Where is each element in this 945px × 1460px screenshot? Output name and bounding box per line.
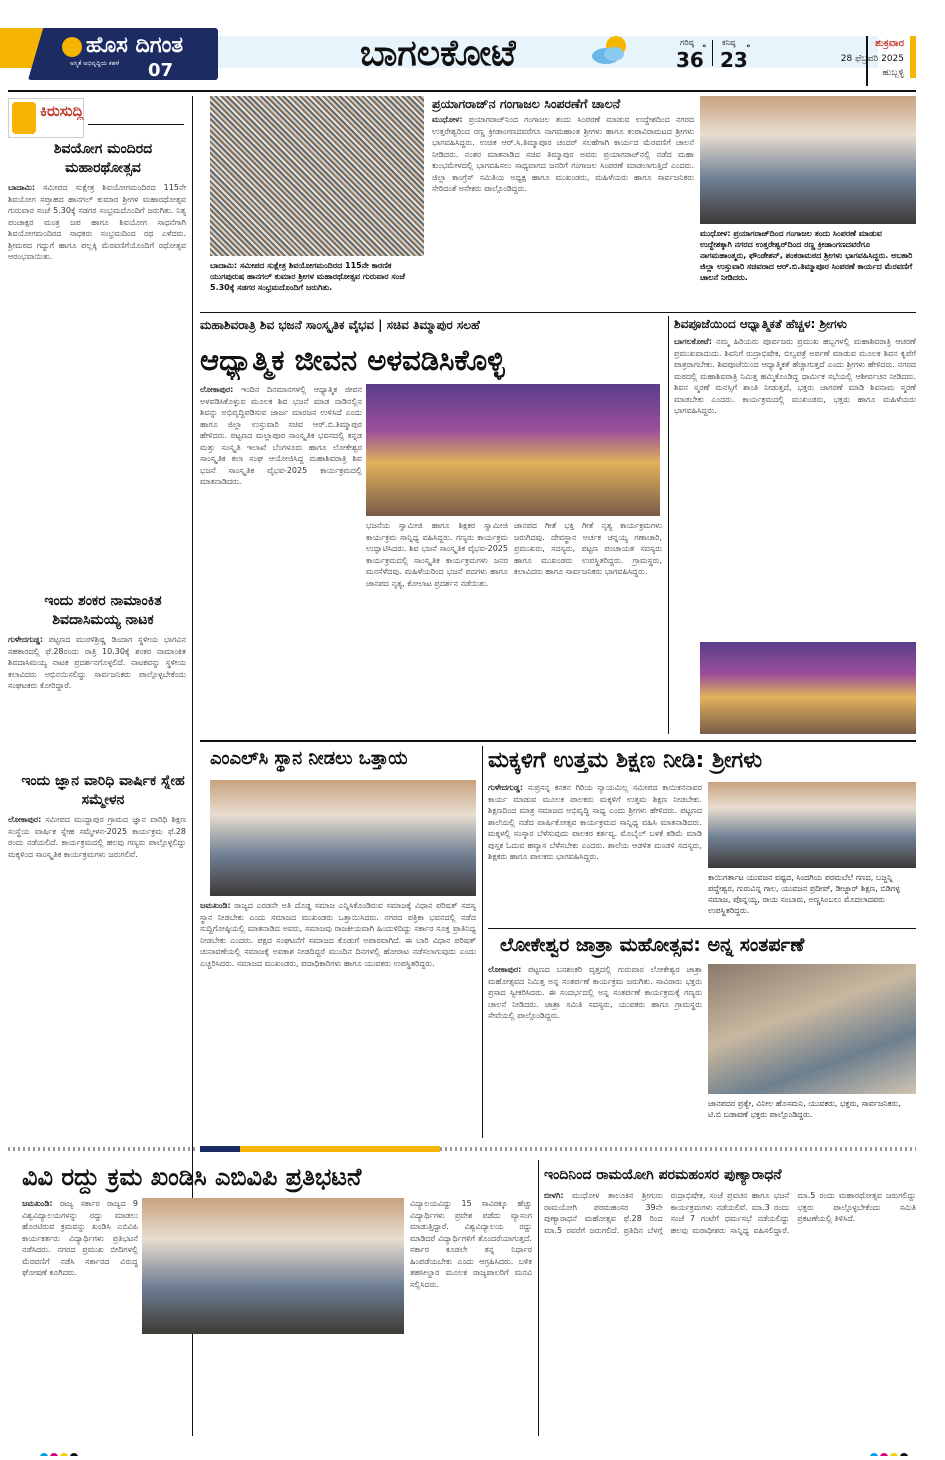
ramayogi-headline: ಇಂದಿನಿಂದ ರಾಮಯೋಗಿ ಪರಮಹಂಸರ ಪುಣ್ಯಾರಾಧನೆ — [544, 1167, 782, 1183]
masthead-center-band — [218, 36, 878, 68]
spiritual-right-divider — [668, 316, 669, 734]
sidebar-item3-body: ಸಮೀಪದ ಮುದ್ದಾಪುರ ಗ್ರಾಮದ ಜ್ಞಾನ ವಾರಿಧಿ ಶಿಕ್ಷಣ ಸಂಸ್ಥೆಯ ವಾರ್ಷಿಕ ಸ್ನೇಹ ಸಮ್ಮೇಳನ-2025 ಕಾರ್ಯಕ್ರಮ ಫೆ.28 ರಂದು ನಡೆಯಲಿದೆ. ಕಾರ್ಯಕ್ರಮದಲ್ಲಿ ಹಲವು ಗಣ್ಯರು ಪಾಲ್ಗೊಳ್ಳಲಿದ್ದು ಮಕ್ಕಳಿಂದ ಸಾಂಸ್ಕೃತಿಕ ಕಾರ್ಯಕ್ರಮಗಳು ಜರುಗಲಿವೆ. — [8, 815, 186, 859]
section-title: ಬಾಗಲಕೋಟೆ — [360, 33, 517, 74]
strip-blue-bar — [200, 1146, 240, 1152]
abvp-divider — [538, 1160, 539, 1436]
brand-name: ಹೊಸ ದಿಗಂತ — [86, 33, 184, 58]
gangajal-body: ಪ್ರಯಾಗರಾಜ್‌ನಿಂದ ಗಂಗಾಜಲ ತಂದು ಸಿಂಪರಣೆ ಮಾಡುವ ಉದ್ದೇಶದಿಂದ ನಗರದ ಉತ್ತರೇಶ್ವರಿಂದ ರಣ್ಣ ಕ್ರೀಡಾಂಗಣದವರೆಗೂ ನಾಗಮಹಾಂತ ಶ್ರೀಗಳು ಹಾಗೂ ಕಂಠಾವಿರಾಮಟದ ಶ್ರೀಗಳು ಭಾಗವಹಿಸಿದ್ದರು. ಉಚಿತ ಆರ್.ಸಿ.ತಿಮ್ಮಾಪೂರ ಚಂದರ್ ಸಲಹೆಗಾಗಿ ಕಾರ್ಯದ ಮೆರವಣಿಗೆ ಚಾಲನೆ ನೀಡಿದರು. ನಂತರ ಮಾತನಾಡಿದ ಸಚಿವ ತಿಮ್ಮಾಪುರ ಅವರು ಪ್ರಯಾಗರಾಜ್‌ನಲ್ಲಿ ನಡೆದ ಮಹಾ ಕುಂಭಮೇಳದಲ್ಲಿ ಭಾಗವಹಿಸಲು ಸಾಧ್ಯವಾಗದ ಜನರಿಗೆ ಗಂಗಾಜಲ ಸಿಂಪರಣೆ ಮಾಡಲಾಗುತ್ತಿದೆ ಎಂದರು. ಜಿಲ್ಲಾ ಕಾಂಗ್ರೆಸ್ ಸಮಿತಿಯ ಅಧ್ಯಕ್ಷ ಹಾಗೂ ಮುಖಂಡರು, ಮಹಿಳೆಯರು ಹಾಗೂ ಸಾರ್ವಜನಿಕರು ಸೇರಿದಂತೆ ಅನೇಕರು ಪಾಲ್ಗೊಂಡಿದ್ದರು. — [432, 115, 694, 193]
mlc-photo — [210, 780, 476, 896]
gangajal-photo-caption-text: ಪ್ರಯಾಗರಾಜ್‌ದಿಂದ ಗಂಗಾಜಲ ತಂದು ಸಿಂಪರಣೆ ಮಾಡುವ ಉದ್ದೇಶಕ್ಕಾಗಿ ನಗರದ ಉತ್ತರೇಶ್ವರ್‌ದಿಂದ ರಣ್ಣ ಕ್ರೀಡಾಂಗಣದವರೆಗೂ ನಾಗಮಹಾಂತ್ಮರು, ಫೌಂಡೇಶನ್, ಶಂಕರಾಮಠದ ಶ್ರೀಗಳು ಭಾಗವಹಿಸಿದ್ದರು. ಅಬಕಾರಿ ಜಿಲ್ಲಾ ಉಸ್ತುವಾರಿ ಸಚಿವರಾದ ಆರ್.ಬಿ.ತಿಮ್ಮಾಪೂರ ಸಿಂಪರಣೆ ಕಾರ್ಯದ ಮೆರವಣಿಗೆ ಚಾಲನೆ ನೀಡಿದರು. — [700, 229, 913, 282]
page-number: 07 — [148, 60, 174, 81]
mlc-dateline: ಜಮಖಂಡಿ: — [200, 901, 231, 910]
spiritual-body-left: ಇಂದಿನ ದಿನಮಾನಗಳಲ್ಲಿ ಆಧ್ಯಾತ್ಮಿಕ ಜೀವನ ಅಳವಡಿಸಿಕೊಳ್ಳುವ ಮೂಲಕ ಶಿವ ಭಜನೆ ಮಾಡ ನಾಡಿನಲ್ಲಿನ ಶಿವನ್ನು ಅಭಿವೃದ್ಧಿಪಡಿಸುವ ಜಾರ್ಜ ಮಾರಜನ ಉಳಿಸಿದೆ ಎಂದು ಹಾಗೂ ಜಿಲ್ಲಾ ಉಸ್ತುವಾರಿ ಸಚಿವ ಆರ್.ಬಿ.ತಿಮ್ಮಾಪುರ ಹೇಳಿದರು. ಪಟ್ಟಣದ ಮಲ್ಲಾಪೂರ ಸಾಂಸ್ಕೃತಿಕ ಭವನದಲ್ಲಿ ಕನ್ನಡ ಮತ್ತು ಸಂಸ್ಕೃತಿ ಇಲಾಖೆ ಬೆಂಗಳೂರು ಹಾಗೂ ಲೋಕೇಶ್ವರ ಸಾಂಸ್ಕೃತಿಕ ಕಲಾ ಸಂಘ ಆಯೋಜಿಸಿದ್ದ ಮಹಾಶಿವರಾತ್ರಿ ಶಿವ ಭಜನೆ ಸಾಂಸ್ಕೃತಿಕ ವೈಭವ-2025 ಕಾರ್ಯಕ್ರಮದಲ್ಲಿ ಮಾತನಾಡಿದರು. — [200, 385, 362, 486]
rathotsava-caption-text: ಸಮೀಪದ ಸುಕ್ಷೇತ್ರ ಶಿವಯೋಗಮಂದಿರದ 115ನೇ ಕಾರಣಿಕ ಯುಗಪುರುಷ ಹಾನಗಲ್ ಕುಮಾರ ಶ್ರೀಗಳ ಮಹಾರಥೋತ್ಸವ ಗುರುವಾರ ಸಂಜೆ 5.30ಕ್ಕೆ ಸಡಗರ ಸಂಭ್ರಮದೊಂದಿಗೆ ಜರುಗಿತು. — [210, 261, 405, 292]
weather-max-unit: ° — [702, 44, 707, 54]
sidebar-item1-title: ಶಿವಯೋಗ ಮಂದಿರದ ಮಹಾರಥೋತ್ಸವ — [53, 141, 153, 176]
reg-dot-black — [900, 1453, 908, 1456]
abvp-protest-photo — [142, 1198, 404, 1334]
spiritual-body-mid: ಭಜನೆಯ ಸ್ವಾಮೀಜಿ ಹಾಗೂ ಶಿಕ್ಷಕರ ಸ್ವಾಮೀಜಿ ಕಾರ್ಯಕ್ರಮ ಸಾನ್ನಿಧ್ಯ ವಹಿಸಿದ್ದರು. ಗಣ್ಯರು ಕಾರ್ಯಕ್ರಮ ಉದ್ಘಾಟಿಸಿದರು. ಶಿವ ಭಜನೆ ಸಾಂಸ್ಕೃತಿಕ ವೈಭವ-2025 ಕಾರ್ಯಕ್ರಮದಲ್ಲಿ ಸಾಂಸ್ಕೃತಿಕ ಕಾರ್ಯಕ್ರಮಗಳು ಜನರ ಮನಸೆಳೆದವು. ಮಹಿಳೆಯರಿಂದ ಭಜನೆ ಪದಗಳು ಹಾಗೂ ಜಾನಪದ ನೃತ್ಯ, ಕೋಲಾಟ ಪ್ರದರ್ಶನ ನಡೆಯಿತು. — [366, 521, 508, 588]
abvp-body-right: ವಿದ್ಯಾಲಯವಿದ್ದು 15 ಸಾವಿರಕ್ಕೂ ಹೆಚ್ಚು ವಿದ್ಯಾರ್ಥಿಗಳು ಪ್ರವೇಶ ಪಡೆದು ವ್ಯಾಸಂಗ ಮಾಡುತ್ತಿದ್ದಾರೆ. ವಿಶ್ವವಿದ್ಯಾಲಯ ರದ್ದು ಮಾಡಿದರೆ ವಿದ್ಯಾರ್ಥಿಗಳಿಗೆ ತೊಂದರೆಯಾಗುತ್ತದೆ. ಸರ್ಕಾರ ಕೂಡಲೇ ತನ್ನ ನಿರ್ಧಾರ ಹಿಂಪಡೆಯಬೇಕು ಎಂದು ಆಗ್ರಹಿಸಿದರು. ಬಳಿಕ ತಹಸೀಲ್ದಾರ ಮೂಲಕ ರಾಜ್ಯಪಾಲರಿಗೆ ಮನವಿ ಸಲ್ಲಿಸಿದರು. — [410, 1199, 532, 1289]
weather-min-label: ಕನಿಷ್ಠ — [722, 38, 736, 47]
abvp-headline: ವಿವಿ ರದ್ದು ಕ್ರಮ ಖಂಡಿಸಿ ಎಬಿವಿಪಿ ಪ್ರತಿಭಟನೆ — [22, 1163, 362, 1191]
gangajal-title: ಪ್ರಯಾಗರಾಜ್‌ನ ಗಂಗಾಜಲ ಸಿಂಪರಣೆಗೆ ಚಾಲನೆ — [432, 96, 621, 111]
top-row-rule — [200, 312, 916, 313]
sidebar-item2-title: ಇಂದು ಶಂಕರ ನಾಮಾಂಕಿತ ಶಿವದಾಸಿಮಯ್ಯ ನಾಟಕ — [44, 593, 162, 628]
sidebar-item2-body: ಪಟ್ಟಣದ ಮುರಳಿಶ್ರಿಷ್ಣ ಡಿಂದಾಗ ಸ್ಥಳೀಯ ಭಾಗವಿನ ಸಹಕಾರದಲ್ಲಿ ಫೆ.28ರಂದು ರಾತ್ರಿ 10.30ಕ್ಕೆ ಶಂಕರ ನಾಮಾಂಕಿತ ಶಿವದಾಸಿಮಯ್ಯ ನಾಟಕ ಪ್ರದರ್ಶನಗೊಳ್ಳಲಿದೆ. ನಾಟಕವನ್ನು ಸ್ಥಳೀಯ ಕಲಾವಿದರು ಅಭಿನಯಿಸಲಿದ್ದು ಸಾರ್ವಜನಿಕರು ಪಾಲ್ಗೊಳ್ಳಬೇಕೆಂದು ಸಂಘಟಕರು ಕೋರಿದ್ದಾರೆ. — [8, 635, 186, 690]
masthead-bottom-rule — [8, 90, 916, 92]
strip-dots-right — [440, 1147, 916, 1151]
education-photo — [708, 782, 916, 868]
shivapooja-body: ನಮ್ಮ ಹಿರಿಯರು ಪೂರ್ವಜರು ಪ್ರಮುಖ ಹಬ್ಬಗಳಲ್ಲಿ ಮಹಾಶಿವರಾತ್ರಿ ಆಚರಣೆ ಪ್ರಮುಖವಾದುದು. ಶಿವನಿಗೆ ರುದ್ರಾಭಿಷೇಕ, ಬಿಲ್ವಪತ್ರೆ ಅರ್ಪಣೆ ಮಾಡುವ ಮೂಲಕ ಶಿವನ ಕೃಪೆಗೆ ಪಾತ್ರರಾಗಬೇಕು. ಶಿವಪೂಜೆಯಿಂದ ಆಧ್ಯಾತ್ಮಿಕತೆ ಹೆಚ್ಚಾಗುತ್ತದೆ ಎಂದು ಶ್ರೀಗಳು ಹೇಳಿದರು. ನಗರದ ಮಠದಲ್ಲಿ ಮಹಾಶಿವರಾತ್ರಿ ನಿಮಿತ್ತ ಹಮ್ಮಿಕೊಂಡಿದ್ದ ಧಾರ್ಮಿಕ ಸಭೆಯಲ್ಲಿ ಆಶೀರ್ವಚನ ನೀಡಿದರು. ಶಿವನ ಸ್ಮರಣೆ ಮನಸ್ಸಿಗೆ ಶಾಂತಿ ನೀಡುತ್ತದೆ, ಭಕ್ತರು ಜಾಗರಣೆ ಮಾಡಿ ಶಿವನಾಮ ಸ್ಮರಣೆ ಮಾಡಬೇಕು ಎಂದರು. ಕಾರ್ಯಕ್ರಮದಲ್ಲಿ ಮುಖಂಡರು, ಭಕ್ತರು ಹಾಗೂ ಮಹಿಳೆಯರು ಭಾಗವಹಿಸಿದ್ದರು. — [674, 337, 916, 415]
abvp-dateline: ಜಮಖಂಡಿ: — [22, 1199, 53, 1208]
abvp-body-left: ರಾಜ್ಯ ಸರ್ಕಾರ ರಾಜ್ಯದ 9 ವಿಶ್ವವಿದ್ಯಾಲಯಗಳನ್ನು ರದ್ದು ಮಾಡಲು ಹೊರಟಿರುವ ಕ್ರಮವನ್ನು ಖಂಡಿಸಿ ಎಬಿವಿಪಿ ಕಾರ್ಯಕರ್ತರು ವಿದ್ಯಾರ್ಥಿಗಳು ಪ್ರತಿಭಟನೆ ನಡೆಸಿದರು. ನಗರದ ಪ್ರಮುಖ ಬೀದಿಗಳಲ್ಲಿ ಮೆರವಣಿಗೆ ನಡೆಸಿ ಸರ್ಕಾರದ ವಿರುದ್ಧ ಘೋಷಣೆ ಕೂಗಿದರು. — [22, 1199, 138, 1277]
strip-dots-left — [8, 1147, 198, 1151]
sun-cloud-icon — [588, 34, 632, 66]
gangajal-photo-caption — [700, 228, 916, 310]
lokeshwar-body: ಪಟ್ಟಣದ ಬನಶಂಕರಿ ವೃತ್ತದಲ್ಲಿ ಗುರುವಾರ ಲೋಕೇಶ್ವರ ಜಾತ್ರಾ ಮಹೋತ್ಸವದ ನಿಮಿತ್ತ ಅನ್ನ ಸಂತರ್ಪಣೆ ಕಾರ್ಯಕ್ರಮ ಜರುಗಿತು. ಸಾವಿರಾರು ಭಕ್ತರು ಪ್ರಸಾದ ಸ್ವೀಕರಿಸಿದರು. ಈ ಸಂದರ್ಭದಲ್ಲಿ ಅನ್ನ ಸಂತರ್ಪಣೆ ಕಾರ್ಯಕ್ರಮಕ್ಕೆ ಗಣ್ಯರು ಚಾಲನೆ ನೀಡಿದರು. ಜಾತ್ರಾ ಸಮಿತಿ ಸದಸ್ಯರು, ಯುವಕರು ಹಾಗೂ ಗ್ರಾಮಸ್ಥರು ಸೇವೆಯಲ್ಲಿ ಪಾಲ್ಗೊಂಡಿದ್ದರು. — [488, 965, 702, 1020]
spiritual-text-left — [200, 384, 362, 734]
education-bottom-rule — [488, 928, 916, 929]
brand-emblem-icon — [62, 37, 82, 57]
sidebar-top-rule — [88, 124, 184, 125]
print-registration-marks-right — [870, 1446, 930, 1456]
mlc-headline: ಎಂಎಲ್‌ಸಿ ಸ್ಥಾನ ನೀಡಲು ಒತ್ತಾಯ — [210, 748, 408, 769]
shivapooja-photo — [700, 642, 916, 734]
education-body: ಸುಪ್ರಸನ್ನ ಕನಕನ ಗಿರಿಯ ನ್ಯಾಯಮಿಲ್ಲ ಸಮೀಪದ ಕಾಯಿಕನನಾವರ ಕಾರ್ಯ ಮಾಡುವ ಮೂಲಕ ಪಾಲಕರು ಮಕ್ಕಳಿಗೆ ಉತ್ತಮ ಶಿಕ್ಷಣ ನೀಡಬೇಕು. ಶಿಕ್ಷಣದಿಂದ ಮಾತ್ರ ಸಮಾಜದ ಅಭಿವೃದ್ಧಿ ಸಾಧ್ಯ ಎಂದು ಶ್ರೀಗಳು ಹೇಳಿದರು. ಪಟ್ಟಣದ ಶಾಲೆಯಲ್ಲಿ ನಡೆದ ವಾರ್ಷಿಕೋತ್ಸವ ಕಾರ್ಯಕ್ರಮದ ಸಾನ್ನಿಧ್ಯ ವಹಿಸಿ ಮಾತನಾಡಿದರು. ಮಕ್ಕಳಲ್ಲಿ ಸಂಸ್ಕಾರ ಬೆಳೆಸುವುದು ಪಾಲಕರ ಕರ್ತವ್ಯ. ಮೊಬೈಲ್ ಬಳಕೆ ಕಡಿಮೆ ಮಾಡಿ ಪುಸ್ತಕ ಓದುವ ಹವ್ಯಾಸ ಬೆಳೆಸಬೇಕು ಎಂದರು. ಶಾಲೆಯ ಆಡಳಿತ ಮಂಡಳಿ ಸದಸ್ಯರು, ಶಿಕ್ಷಕರು ಹಾಗೂ ಪಾಲಕರು ಭಾಗವಹಿಸಿದ್ದರು. — [488, 783, 702, 861]
reg-dot-magenta — [880, 1453, 888, 1456]
bottom-strip — [0, 1144, 945, 1154]
lokeshwar-text — [488, 964, 702, 1134]
lokeshwar-dateline: ಲೋಕಾಪುರ: — [488, 965, 522, 974]
education-headline: ಮಕ್ಕಳಿಗೆ ಉತ್ತಮ ಶಿಕ್ಷಣ ನೀಡಿ: ಶ್ರೀಗಳು — [488, 748, 763, 773]
education-caption: ಕಾಯಿಗರ್ತಾಟ ಯುವಜನ ವಷ್ಟದ, ಸಿಂದಗಿಯ ಪರಮಬೆಲೆ ಗಣದ, ಬಜ್ಜನ್ನಿ ಪದ್ದೇಶ್ವರ, ಗುರುವಿನ್ನ ಗಾಲ, ಯುವಜನ ಪ್ರದೀಪ್, ಡೀಜ್ಜಾರ್ ಶಿಕ್ಷಣ, ಬಿಡಿಗಳ್ಳ ಸಮಾಜ, ಪೊನ್ನಯ್ಯ, ರಾಯ ಸಂಬಾರು, ಅಣ್ಣಸಿಂಬಲು ಮೊದಲಾದವರು ಉಪಸ್ಥಿತರಿದ್ದರು. — [708, 873, 900, 915]
spiritual-stage-photo — [366, 384, 660, 516]
sidebar-item2-dateline: ಗುಳೇದಗುಡ್ಡ: — [8, 635, 44, 644]
weather-max-label: ಗರಿಷ್ಠ — [680, 38, 694, 47]
ramayogi-dateline: ಬೀಳಗಿ: — [544, 1191, 564, 1200]
mlc-text — [200, 900, 476, 1140]
spiritual-body-right: ಜಾನಪದ ಗೀತೆ ಭಕ್ತಿ ಗೀತೆ ನೃತ್ಯ ಕಾರ್ಯಕ್ರಮಗಳು ಜರುಗಿದವು. ದೇವಸ್ಥಾನ ಅರ್ಚಕ ಚನ್ನಯ್ಯ ಗಣಾಚಾರಿ, ಪ್ರಮುಖರು, ಸದಸ್ಯರು, ಪಟ್ಟಣ ಪಂಚಾಯತ ಸದಸ್ಯರು ಹಾಗೂ ಮುಖಂಡರು ಉಪಸ್ಥಿತರಿದ್ದರು. ಗ್ರಾಮಸ್ಥರು, ಕಲಾವಿದರು ಹಾಗೂ ಸಾರ್ವಜನಿಕರು ಭಾಗವಹಿಸಿದ್ದರು. — [514, 521, 662, 576]
shivapooja-text — [674, 336, 916, 638]
issue-day: ಶುಕ್ರವಾರ — [875, 38, 904, 49]
gangajal-photo — [700, 96, 916, 224]
shivapooja-title: ಶಿವಪೂಜೆಯಿಂದ ಆಧ್ಯಾತ್ಮಿಕತೆ ಹೆಚ್ಚಳ: ಶ್ರೀಗಳು — [674, 317, 847, 331]
ramayogi-text — [544, 1190, 916, 1430]
rathotsava-caption-dateline: ಬಾದಾಮಿ: — [210, 261, 238, 270]
reg-dot-cyan — [40, 1453, 48, 1456]
weather-max: 36 — [676, 48, 704, 72]
rathotsava-photo — [210, 96, 424, 256]
shivapooja-dateline: ಬಾಗಲಕೋಟೆ: — [674, 337, 712, 346]
rathotsava-caption — [210, 260, 424, 306]
middle-row-rule — [200, 740, 916, 742]
hand-gesture-icon — [12, 102, 36, 134]
sidebar-item3-title: ಇಂದು ಜ್ಞಾನ ವಾರಿಧಿ ವಾರ್ಷಿಕ ಸ್ನೇಹ ಸಮ್ಮೇಳನ — [21, 773, 185, 808]
abvp-text-right — [410, 1198, 532, 1438]
sidebar-item1-dateline: ಬಾದಾಮಿ: — [8, 183, 36, 192]
issue-date: 28 ಫೆಬ್ರವರಿ 2025 — [840, 54, 904, 64]
weather-divider — [712, 40, 713, 66]
sidebar-badge: ಕಿರುಸುದ್ದಿ — [40, 102, 84, 120]
brand-tagline: ಅಸ್ಮಿತೆ ಅಭಿವೃದ್ಧಿಯ ಕಹಳೆ — [70, 60, 120, 67]
issue-city: ಹುಬ್ಬಳ್ಳಿ — [882, 68, 904, 78]
print-registration-marks-left — [40, 1446, 100, 1456]
spiritual-text-mid — [366, 520, 508, 734]
sidebar-item3-dateline: ಲೋಕಾಪುರ: — [8, 815, 42, 824]
masthead-edge-mark — [910, 36, 916, 78]
reg-dot-cyan — [870, 1453, 878, 1456]
lokeshwar-headline: ಲೋಕೇಶ್ವರ ಜಾತ್ರಾ ಮಹೋತ್ಸವ: ಅನ್ನ ಸಂತರ್ಪಣೆ — [500, 934, 805, 956]
reg-dot-yellow — [60, 1453, 68, 1456]
ramayogi-body: ಮುಧೋಳ ತಾಲೂಕಿನ ಶ್ರೀಗುರು ರಾಮಯೋಗಿ ಪರಮಹಂಸರ 39ನೇ ಪುಣ್ಯಾರಾಧನೆ ಮಹೋತ್ಸವ ಫೆ.28 ರಿಂದ ಮಾ.5 ರವರೆಗೆ ಜರುಗಲಿದೆ. ಪ್ರತಿದಿನ ಬೆಳಗ್ಗೆ ರುದ್ರಾಭಿಷೇಕ, ಸಂಜೆ ಪ್ರವಚನ ಹಾಗೂ ಭಜನೆ ಕಾರ್ಯಕ್ರಮಗಳು ನಡೆಯಲಿವೆ. ಮಾ.3 ರಂದು ಸಂಜೆ 7 ಗಂಟೆಗೆ ಧರ್ಮಸಭೆ ನಡೆಯಲಿದ್ದು ಹಲವು ಮಠಾಧೀಶರು ಸಾನ್ನಿಧ್ಯ ವಹಿಸಲಿದ್ದಾರೆ. ಮಾ.5 ರಂದು ಮಹಾರಥೋತ್ಸವ ಜರುಗಲಿದ್ದು ಭಕ್ತರು ಪಾಲ್ಗೊಳ್ಳಬೇಕೆಂದು ಸಮಿತಿ ಪ್ರಕಟಣೆಯಲ್ಲಿ ತಿಳಿಸಿದೆ. — [544, 1191, 916, 1235]
reg-dot-black — [70, 1453, 78, 1456]
education-dateline: ಗುಳೇದಗುಡ್ಡ: — [488, 783, 524, 792]
spiritual-headline: ಆಧ್ಯಾತ್ಮಿಕ ಜೀವನ ಅಳವಡಿಸಿಕೊಳ್ಳಿ — [200, 343, 505, 377]
mlc-divider — [482, 746, 483, 1138]
mlc-body: ರಾಜ್ಯದ ಎರಡನೇ ಅತಿ ದೊಡ್ಡ ಸಮಾಜ ಎನ್ನಿಸಿಕೊಂಡಿರುವ ಸಮಾಜಕ್ಕೆ ವಿಧಾನ ಪರಿಷತ್ ಸದಸ್ಯ ಸ್ಥಾನ ನೀಡಬೇಕು ಎಂದು ಸಮಾಜದ ಮುಖಂಡರು ಒತ್ತಾಯಿಸಿದರು. ನಗರದ ಪತ್ರಿಕಾ ಭವನದಲ್ಲಿ ನಡೆದ ಸುದ್ದಿಗೋಷ್ಠಿಯಲ್ಲಿ ಮಾತನಾಡಿದ ಅವರು, ಸಮಾಜವು ರಾಜಕೀಯವಾಗಿ ಹಿಂದುಳಿದಿದ್ದು ಸರ್ಕಾರ ಸೂಕ್ತ ಪ್ರಾತಿನಿಧ್ಯ ನೀಡಬೇಕು ಎಂದರು. ಪಕ್ಷದ ಸಂಘಟನೆಗೆ ಸಮಾಜದ ಕೊಡುಗೆ ಅಪಾರವಾಗಿದೆ. ಈ ಬಾರಿ ವಿಧಾನ ಪರಿಷತ್ ಚುನಾವಣೆಯಲ್ಲಿ ಸಮಾಜಕ್ಕೆ ಅವಕಾಶ ನೀಡದಿದ್ದರೆ ಮುಂದಿನ ದಿನಗಳಲ್ಲಿ ಹೋರಾಟ ನಡೆಸಲಾಗುವುದು ಎಂದು ಎಚ್ಚರಿಸಿದರು. ಸಮಾಜದ ಮುಖಂಡರು, ಪದಾಧಿಕಾರಿಗಳು ಹಾಗೂ ಯುವಕರು ಉಪಸ್ಥಿತರಿದ್ದರು. — [200, 901, 476, 968]
masthead — [0, 0, 945, 92]
spiritual-kicker: ಮಹಾಶಿವರಾತ್ರಿ ಶಿವ ಭಜನೆ ಸಾಂಸ್ಕೃತಿಕ ವೈಭವ | ಸಚಿವ ತಿಮ್ಮಾಪುರ ಸಲಹೆ — [200, 318, 480, 332]
reg-dot-yellow — [890, 1453, 898, 1456]
gangajal-text — [432, 114, 694, 310]
lokeshwar-photo — [708, 964, 916, 1094]
gangajal-dateline: ಮುಧೋಳ: — [432, 115, 463, 124]
spiritual-text-right — [514, 520, 662, 734]
sidebar-item1-body: ಸಮೀಪದ ಸುಕ್ಷೇತ್ರ ಶಿವಯೋಗಮಂದಿರದ 115ನೇ ಶಿವಯೋಗ ಸಪ್ತಾಹದ ಹಾನಗಲ್ ಕುಮಾರ ಶ್ರೀಗಳ ಮಹಾರಥೋತ್ಸವ ಗುರುವಾರ ಸಂಜೆ 5.30ಕ್ಕೆ ಸಡಗರ ಸಂಭ್ರಮದೊಂದಿಗೆ ಜರುಗಿತು. ನಿತ್ಯ ಪಂಚಾಕ್ಷರ ಮಂತ್ರ ಜಪ ಹಾಗೂ ಶಿವಯೋಗ ಸಾಧನೆಗಾಗಿ ಶಿವಯೋಗಮಂದಿರದ ಸಾಧಕರು ಸಂಭ್ರಮದಿಂದ ರಥ ಎಳೆದರು. ಶ್ರೀಮಠದ ಗದ್ದುಗೆ ಹಾಗೂ ಪಲ್ಲಕ್ಕಿ ಮೆರವಣಿಗೆಯೊಂದಿಗೆ ರಥೋತ್ಸವ ಆರಂಭವಾಯಿತು. — [8, 183, 186, 261]
spiritual-dateline: ಲೋಕಾಪುರ: — [200, 385, 234, 394]
weather-min-unit: ° — [746, 44, 751, 54]
gangajal-photo-caption-dateline: ಮುಧೋಳ: — [700, 229, 731, 238]
sidebar-item1-text — [8, 182, 186, 584]
reg-dot-magenta — [50, 1453, 58, 1456]
strip-orange-bar — [240, 1146, 440, 1152]
abvp-text-left — [22, 1198, 138, 1438]
lokeshwar-caption: ಜಾನಪದರ ಪ್ರತ್ಯೇ, ವಿನೀಲ ಹೊಸಮನಿ, ಯುವಕರು, ಭಕ್ತರು, ಸಾರ್ವಜನಿಕರು, ಟಿ.ಬಿ ಬಡಾವಣೆ ಭಕ್ತರು ಪಾಲ್ಗೊಂಡಿದ್ದರು. — [708, 1099, 901, 1119]
weather-min: 23 — [720, 48, 748, 72]
